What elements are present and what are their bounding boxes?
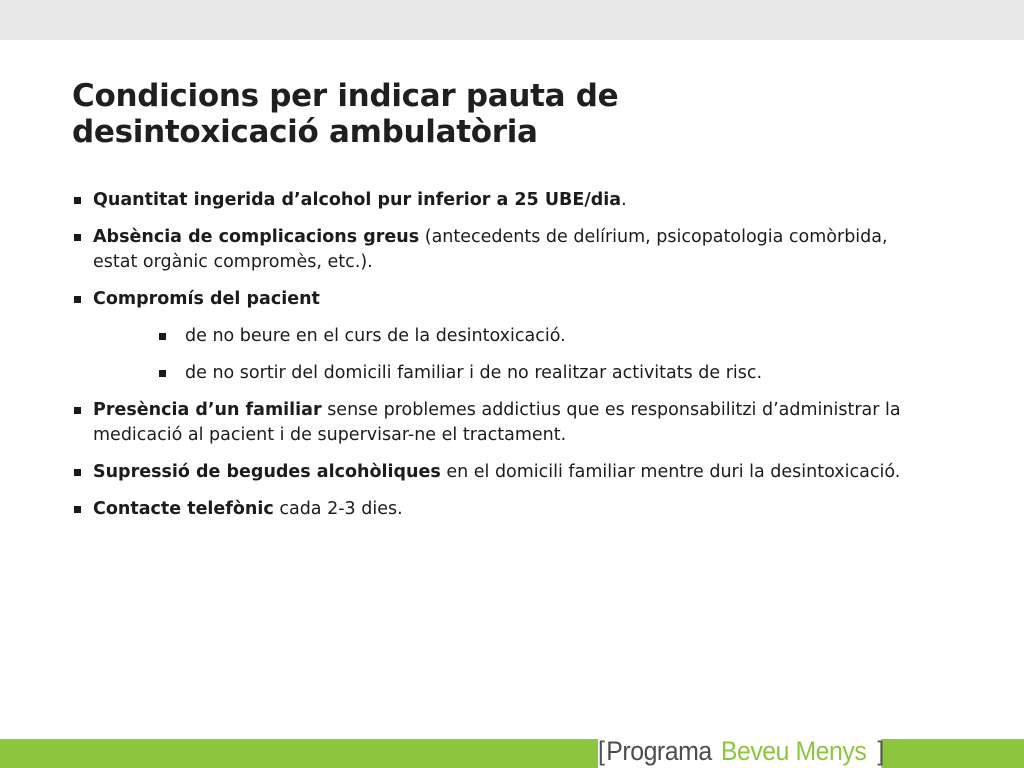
logo-close-bracket: ]	[877, 736, 884, 766]
bullet-bold-text: Quantitat ingerida d’alcohol pur inferior a 25 UBE/dia	[93, 190, 622, 210]
square-bullet-icon	[74, 197, 81, 204]
square-bullet-icon	[74, 296, 81, 303]
title-line-2: desintoxicació ambulatòria	[72, 114, 538, 150]
square-bullet-icon	[74, 469, 81, 476]
bullet-bold-text: Contacte telefònic	[93, 499, 274, 519]
program-logo	[598, 735, 884, 768]
bullet-text: (antecedents de delírium, psicopatologia comòrbida, estat orgànic compromès, etc.).	[93, 227, 888, 272]
slide-title	[72, 78, 972, 150]
logo-word-programa: Programa	[606, 736, 712, 766]
bullet-item	[72, 188, 912, 213]
bullet-bold-text: Absència de complicacions greus	[93, 227, 420, 247]
bullet-item	[72, 497, 912, 522]
bullet-text: en el domicili familiar mentre duri la desintoxicació.	[440, 462, 901, 482]
logo-open-bracket: [	[598, 736, 605, 766]
bullet-text: sense problemes addictius que es responsabilitzi d’administrar la medicació al pacient i de supervisar-ne el tractament.	[93, 400, 901, 445]
sub-bullet-item	[72, 324, 912, 349]
bullet-bold-text: Supressió de begudes alcohòliques	[93, 462, 441, 482]
bullet-bold-text: Compromís del pacient	[93, 289, 320, 309]
bullet-text: .	[621, 190, 627, 210]
square-bullet-icon	[159, 333, 166, 340]
logo-word-beveu-menys: Beveu Menys	[720, 736, 867, 766]
bullet-text: cada 2-3 dies.	[273, 499, 403, 519]
sub-bullet-item	[72, 361, 912, 386]
bullet-item	[72, 287, 912, 312]
square-bullet-icon	[159, 370, 166, 377]
bullet-item	[72, 225, 912, 275]
title-line-1: Condicions per indicar pauta de	[72, 78, 619, 114]
square-bullet-icon	[74, 234, 81, 241]
sub-bullet-text: de no beure en el curs de la desintoxicació.	[185, 326, 566, 346]
bullet-item	[72, 460, 912, 485]
sub-bullet-text: de no sortir del domicili familiar i de no realitzar activitats de risc.	[185, 363, 763, 383]
bullet-bold-text: Presència d’un familiar	[93, 400, 322, 420]
top-band	[0, 0, 1024, 40]
bullet-item	[72, 398, 912, 448]
square-bullet-icon	[74, 506, 81, 513]
square-bullet-icon	[74, 407, 81, 414]
bullet-list	[72, 188, 912, 534]
